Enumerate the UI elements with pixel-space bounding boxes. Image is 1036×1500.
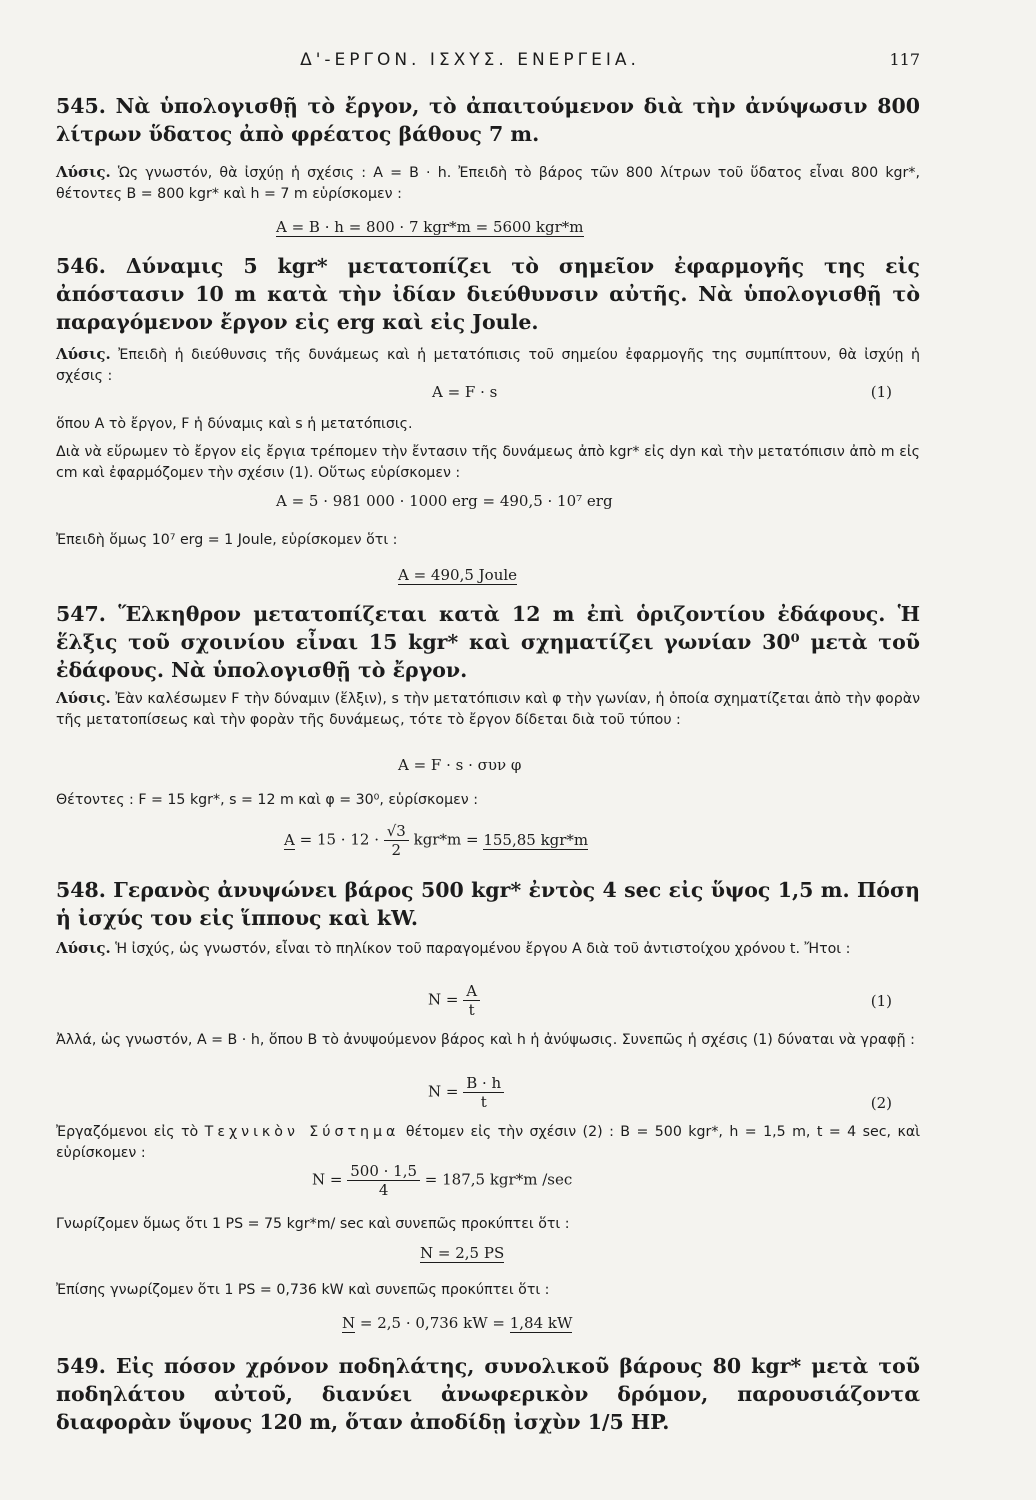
result-value: 1,84 kW [509, 1314, 573, 1332]
fraction-denominator: 4 [378, 1181, 389, 1199]
equation-number: (1) [870, 992, 892, 1010]
solution-label: Λύσις. [56, 345, 111, 363]
fraction [463, 982, 480, 1019]
fraction-numerator: √3 [384, 822, 409, 841]
text-segment: Ἐργαζόμενοι εἰς τὸ [56, 1124, 205, 1140]
system-name: Τεχνικὸν Σύστημα [204, 1124, 400, 1140]
fraction [384, 822, 409, 859]
problem-545-result [276, 218, 584, 236]
equation-number: (1) [870, 383, 892, 401]
problem-number: 546. [56, 254, 106, 278]
problem-547-substitution: Θέτοντες : F = 15 kgr*, s = 12 m καὶ φ = 30⁰, εὑρίσκομεν : [56, 792, 478, 808]
problem-text: Γερανὸς ἀνυψώνει βάρος 500 kgr* ἐντὸς 4 sec εἰς ὕψος 1,5 m. Πόση ἡ ἰσχύς του εἰς ἵππους καὶ kW. [56, 878, 920, 930]
page-number: 117 [889, 50, 920, 69]
problem-number: 549. [56, 1354, 106, 1378]
equation-1 [428, 982, 480, 1019]
problem-548-paragraph-3: Γνωρίζομεν ὅμως ὅτι 1 PS = 75 kgr*m/ sec καὶ συνεπῶς προκύπτει ὅτι : [56, 1216, 570, 1232]
result-equation: A = 490,5 Joule [398, 566, 518, 584]
problem-549-statement [56, 1352, 920, 1436]
problem-546-paragraph-2: Ἐπειδὴ ὅμως 10⁷ erg = 1 Joule, εὑρίσκομεν ὅτι : [56, 532, 398, 548]
fraction-numerator: B · h [463, 1074, 504, 1093]
problem-text: Δύναμις 5 kgr* μετατοπίζει τὸ σημεῖον ἐφαρμογῆς της εἰς ἀπόστασιν 10 m κατὰ τὴν ἰδίαν διεύθυνσιν αὐτῆς. Νὰ ὑπολογισθῇ τὸ παραγόμενον ἔργον εἰς erg καὶ εἰς Joule. [56, 254, 920, 334]
result-value: 155,85 kgr*m [483, 830, 589, 849]
result-ps [420, 1244, 504, 1262]
equation-rhs: = 187,5 kgr*m /sec [420, 1170, 573, 1189]
problem-text: Εἰς πόσον χρόνον ποδηλάτης, συνολικοῦ βάρους 80 kgr* μετὰ τοῦ ποδηλάτου αὐτοῦ, διανύει ἀνωφερικὸν δρόμον, παρουσιάζοντα διαφορὰν ὕψους 120 m, ὅταν ἀποδίδῃ ἰσχὺν 1/5 HP. [56, 1354, 921, 1434]
solution-label: Λύσις. [56, 163, 111, 181]
solution-text: Ἡ ἰσχύς, ὡς γνωστόν, εἶναι τὸ πηλίκον τοῦ παραγομένου ἔργου A διὰ τοῦ ἀντιστοίχου χρόνου t. Ἤτοι : [115, 941, 851, 957]
result-lhs: A [284, 830, 295, 849]
fraction [347, 1162, 420, 1199]
equation-number: (2) [870, 1094, 892, 1112]
problem-546-statement [56, 252, 920, 336]
problem-547-solution [56, 688, 920, 731]
text-segment: θέτομεν εἰς τὴν σχέσιν (2) : B = 500 kgr*, h = 1,5 m, t = 4 sec, καὶ εὑρίσκομεν : [56, 1124, 921, 1161]
problem-546-result [398, 566, 517, 584]
equation-lhs: N = [428, 990, 464, 1009]
equation-lhs: N = [428, 1082, 464, 1101]
fraction-numerator: A [463, 982, 480, 1001]
running-header: Δ'-ΕΡΓΟΝ. ΙΣΧΥΣ. ΕΝΕΡΓΕΙΑ. [300, 50, 640, 70]
result-kw [342, 1314, 572, 1332]
result-product: = 2,5 · 0,736 kW = [355, 1314, 510, 1332]
equation-1: A = F · s [432, 383, 498, 401]
problem-547-result [284, 822, 588, 859]
result-product: = 15 · 12 · [294, 830, 384, 849]
solution-label: Λύσις. [56, 689, 111, 707]
problem-547-statement [56, 600, 920, 684]
solution-text: Ὡς γνωστόν, θὰ ἰσχύῃ ἡ σχέσις : A = B · h. Ἐπειδὴ τὸ βάρος τῶν 800 λίτρων τοῦ ὕδατος εἶναι 800 kgr*, θέτοντες B = 800 kgr* καὶ h = 7 m εὑρίσκομεν : [56, 165, 920, 202]
problem-545-solution [56, 162, 920, 205]
fraction-denominator: 2 [391, 841, 402, 859]
equation-2 [428, 1074, 504, 1111]
result-lhs: N [342, 1314, 356, 1332]
fraction-denominator: t [480, 1093, 487, 1111]
problem-546-paragraph: Διὰ νὰ εὕρωμεν τὸ ἔργον εἰς ἔργια τρέπομεν τὴν ἔντασιν τῆς δυνάμεως ἀπὸ kgr* εἰς dyn καὶ τὴν μετατόπισιν ἀπὸ m εἰς cm καὶ ἐφαρμόζομεν τὴν σχέσιν (1). Οὕτως εὑρίσκομεν : [56, 444, 920, 481]
problem-545-statement [56, 92, 920, 148]
solution-text: Ἐὰν καλέσωμεν F τὴν δύναμιν (ἕλξιν), s τὴν μετατόπισιν καὶ φ τὴν γωνίαν, ἡ ὁποία σχηματίζεται ἀπὸ τὴν φορὰν τῆς μετατοπίσεως καὶ τὴν φορὰν τῆς δυνάμεως, τότε τὸ ἔργον δίδεται διὰ τοῦ τύπου : [56, 691, 920, 728]
solution-text: Ἐπειδὴ ἡ διεύθυνσις τῆς δυνάμεως καὶ ἡ μετατόπισις τοῦ σημείου ἐφαρμογῆς της συμπίπτουν, θὰ ἰσχύῃ ἡ σχέσις : [56, 347, 920, 384]
problem-number: 547. [56, 602, 106, 626]
solution-label: Λύσις. [56, 939, 111, 957]
result-unit: kgr*m = [408, 830, 484, 849]
problem-548-solution [56, 938, 920, 960]
problem-number: 545. [56, 94, 106, 118]
equation-2: A = 5 · 981 000 · 1000 erg = 490,5 · 10⁷ erg [276, 492, 613, 510]
problem-text: Νὰ ὑπολογισθῇ τὸ ἔργον, τὸ ἀπαιτούμενον διὰ τὴν ἀνύψωσιν 800 λίτρων ὕδατος ἀπὸ φρέατος βάθους 7 m. [56, 94, 920, 146]
problem-548-paragraph-2 [56, 1122, 920, 1164]
result-equation: A = B · h = 800 · 7 kgr*m = 5600 kgr*m [276, 218, 584, 236]
fraction-denominator: t [468, 1001, 475, 1019]
problem-548-paragraph: Ἀλλά, ὡς γνωστόν, A = B · h, ὅπου B τὸ ἀνυψούμενον βάρος καὶ h ἡ ἀνύψωσις. Συνεπῶς ἡ σχέσις (1) δύναται νὰ γραφῇ : [56, 1032, 915, 1048]
problem-548-paragraph-4: Ἐπίσης γνωρίζομεν ὅτι 1 PS = 0,736 kW καὶ συνεπῶς προκύπτει ὅτι : [56, 1282, 550, 1298]
result-equation: N = 2,5 PS [420, 1244, 505, 1262]
equation-lhs: N = [312, 1170, 348, 1189]
fraction-numerator: 500 · 1,5 [347, 1162, 420, 1181]
problem-number: 548. [56, 878, 106, 902]
problem-546-solution [56, 344, 920, 387]
fraction [463, 1074, 504, 1111]
equation-3 [312, 1162, 572, 1199]
equation-1: A = F · s · συν φ [398, 756, 522, 774]
problem-text: Ἕλκηθρον μετατοπίζεται κατὰ 12 m ἐπὶ ὁριζοντίου ἐδάφους. Ἡ ἕλξις τοῦ σχοινίου εἶναι 15 kgr* καὶ σχηματίζει γωνίαν 30⁰ μετὰ τοῦ ἐδάφους. Νὰ ὑπολογισθῇ τὸ ἔργον. [56, 602, 921, 682]
problem-548-statement [56, 876, 920, 932]
problem-546-where: ὅπου A τὸ ἔργον, F ἡ δύναμις καὶ s ἡ μετατόπισις. [56, 416, 413, 432]
